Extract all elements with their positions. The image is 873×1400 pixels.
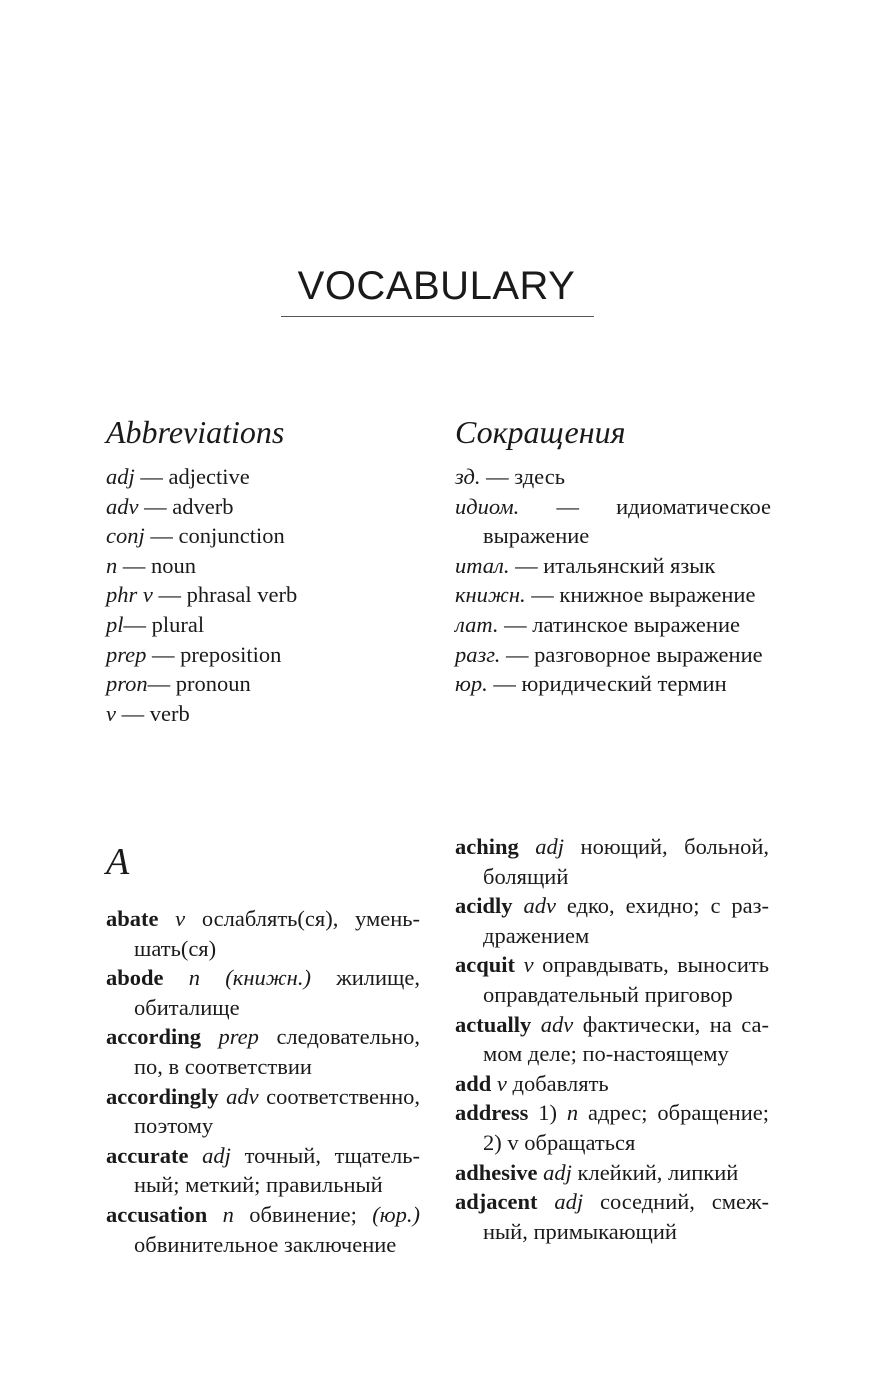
headword: abode [106,965,164,991]
russian-abbreviations-heading: Сокращения [455,414,626,450]
abbreviation-term: итал. [455,552,510,578]
abbreviation-separator: — [500,641,535,667]
headword: add [455,1070,492,1096]
definition: оправдывать, выносить оправдательный приговор [483,952,770,1007]
definition: точный, тщательный; меткий; правильный [134,1142,420,1198]
abbreviation-term: adj [106,464,135,489]
part-of-speech: adv [540,1011,574,1037]
entries-right [455,832,769,1246]
abbreviation-separator: — [117,552,151,578]
abbreviation-line [106,610,426,640]
abbreviations-list [106,462,426,728]
abbreviation-term: adv [106,493,139,519]
abbreviation-meaning: латинское выражение [532,611,740,637]
abbreviation-meaning: phrasal verb [186,582,298,608]
abbreviation-meaning: noun [151,552,196,578]
headword: according [106,1024,201,1050]
dictionary-entry [455,832,769,891]
abbreviation-separator: — [480,464,515,489]
dictionary-entry [455,1098,769,1157]
abbreviation-separator: — [123,611,152,637]
abbreviation-separator: — [487,671,522,697]
abbreviation-term: pl [106,611,124,637]
abbreviation-separator: — [519,493,617,519]
russian-abbreviations-column [455,412,771,699]
vocabulary-left-column [106,840,420,1259]
abbreviation-term: pron [106,671,148,697]
definition: фактически, на самом деле; по-настоящему [483,1011,770,1067]
dictionary-entry [455,1010,769,1069]
headword: accurate [106,1142,189,1168]
definition: 1) [528,1100,567,1126]
definition: ноющий, больной, болящий [483,834,770,889]
abbreviation-meaning: preposition [180,641,282,667]
abbreviation-separator: — [138,493,173,519]
abbreviation-meaning: conjunction [178,523,285,549]
abbreviation-line [455,551,771,581]
headword: actually [455,1011,532,1037]
abbreviation-meaning: итальянский язык [543,552,716,578]
abbreviation-term: prep [106,641,147,667]
dictionary-entry [106,963,420,1022]
abbreviations-heading: Abbreviations [106,414,285,450]
definition: адрес; обращение; 2) v обращаться [483,1100,769,1155]
definition: клейкий, липкий [571,1159,739,1185]
abbreviation-line [106,669,426,699]
abbreviation-line [106,521,426,551]
abbreviation-term: разг. [455,641,501,667]
abbreviation-separator: — [144,523,179,549]
part-of-speech: v [496,1070,507,1096]
dictionary-entry [455,1187,769,1246]
part-of-speech: prep [218,1024,259,1050]
dictionary-entry [106,1022,420,1081]
usage-label: (юр.) [372,1201,421,1227]
headword: address [455,1100,529,1126]
dictionary-entry [455,891,769,950]
abbreviation-separator: — [509,552,544,578]
vocabulary-right-column [455,832,769,1246]
abbreviation-separator: — [498,611,533,637]
part-of-speech: v [523,952,534,978]
part-of-speech: n [222,1201,234,1227]
headword: abate [106,906,159,931]
definition: добавлять [506,1070,609,1096]
headword: adjacent [455,1189,538,1215]
abbreviation-line [455,610,771,640]
abbreviation-term: phr v [106,582,153,608]
part-of-speech: adv [523,893,556,919]
part-of-speech: adv [226,1083,259,1109]
abbreviation-line [106,492,426,522]
letter-heading: A [106,841,130,883]
abbreviation-meaning: разговорное выражение [534,641,763,667]
definition: едко, ехидно; с раздражением [483,893,769,948]
part-of-speech: adj [202,1142,231,1168]
abbreviation-line [106,462,426,492]
definition: соседний, смежный, примыкающий [483,1189,769,1244]
abbreviation-meaning: verb [149,700,190,726]
headword: acquit [455,952,516,978]
page-title: VOCABULARY [297,264,576,308]
usage-label: (книжн.) [200,965,311,991]
abbreviation-separator: — [147,671,176,697]
dictionary-entry [455,1158,769,1188]
part-of-speech: adj [554,1189,584,1215]
headword: acidly [455,893,513,919]
abbreviation-separator: — [152,582,187,608]
abbreviation-line [455,462,771,492]
abbreviation-meaning: идиоматическое выражение [483,493,771,549]
abbreviation-meaning: книжное выражение [559,582,756,608]
dictionary-entry [106,1200,420,1259]
definition: соответственно, поэтому [134,1083,420,1139]
abbreviation-term: юр. [455,671,488,697]
usage-label: n [566,1100,579,1126]
abbreviations-column [106,412,426,728]
part-of-speech: adj [535,834,565,859]
headword: accordingly [106,1083,219,1109]
abbreviation-meaning: adverb [172,493,234,519]
part-of-speech: adj [543,1159,572,1185]
abbreviation-meaning: здесь [514,464,565,489]
abbreviation-separator: — [134,464,169,489]
abbreviation-term: n [106,552,118,578]
dictionary-entry [455,1069,769,1099]
abbreviation-separator: — [146,641,181,667]
entries-left [106,904,420,1259]
abbreviation-term: книжн. [455,582,526,608]
abbreviation-meaning: юридический термин [521,671,727,697]
dictionary-entry [106,904,420,963]
dictionary-entry [455,950,769,1009]
part-of-speech: v [175,906,186,931]
abbreviation-term: зд. [455,464,481,489]
dictionary-entry [106,1141,420,1200]
headword: aching [455,834,519,859]
part-of-speech: n [188,965,201,991]
abbreviation-separator: — [116,700,150,726]
abbreviation-line [106,699,426,729]
abbreviation-line [455,492,771,551]
abbreviation-line [455,580,771,610]
definition: следовательно, по, в соответствии [134,1024,421,1079]
abbreviation-line [106,580,426,610]
abbreviation-separator: — [525,582,560,608]
abbreviation-line [106,551,426,581]
definition: обвинительное заключение [134,1231,397,1257]
abbreviation-line [455,640,771,670]
abbreviation-term: v [106,700,116,726]
abbreviation-meaning: plural [151,611,205,637]
abbreviation-term: лат. [455,611,499,637]
dictionary-entry [106,1082,420,1141]
abbreviation-term: conj [106,523,145,549]
definition: жилище, обиталище [134,965,420,1020]
headword: accusation [106,1201,208,1227]
definition: обвинение; [233,1201,373,1227]
russian-abbreviations-list [455,462,771,699]
abbreviation-term: идиом. [455,493,520,519]
definition: ослаблять(ся), уменьшать(ся) [134,906,421,961]
headword: adhesive [455,1159,538,1185]
abbreviation-line [106,640,426,670]
title-underline [281,316,594,317]
abbreviation-meaning: adjective [168,464,250,489]
abbreviation-meaning: pronoun [175,671,251,697]
abbreviation-line [455,669,771,699]
